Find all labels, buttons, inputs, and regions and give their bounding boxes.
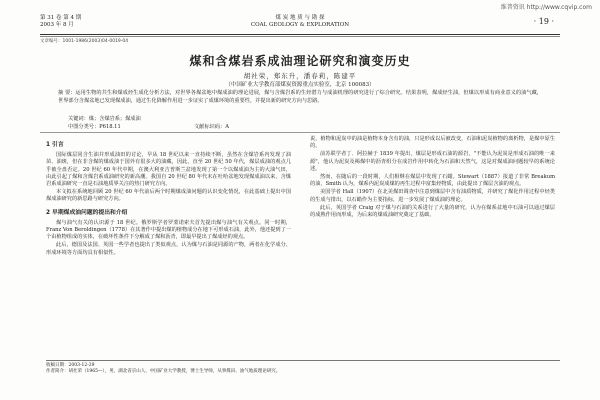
article-reference: 文章编号：1001-1986(2003)04-0019-04 (40, 39, 129, 44)
footnote (46, 360, 560, 375)
paragraph: 美国学者 Hall（1907）在北美煤田调查中注意到煤层中含有油质物质，并研究了煤化作用过程中烃类的生成与排出，以石蜡作为主要指标，进一步发展了煤成油的理论。 (310, 189, 555, 203)
paragraph: 国际煤层同含生油并形成油田的讨论，早从 18 世纪以来一直持续不断，虽然在含煤岩系内发现了油苗、油斑，但在非含煤的煤成油于国外有很多大的油藏，因此，直至 20 世纪 50 年代，煤层成油的观点几乎被全盘否定。20 世纪 60 年代中期，在澳大利亚吉普斯兰盆地发现了第一个以煤成油为主的大油气田，由此引起了煤和含煤岩系成油研究的新高潮。我国自 20 世纪 80 年代末在吐哈盆地发现煤成油以来，含煤岩系成油研究一直是石油地质界关注的热门研究方向。 (46, 152, 291, 188)
header-divider (40, 36, 560, 37)
author-bio: 作者简介：胡社荣（1965—），男，湖北省京山人，中国矿业大学教授，博士生导师，从事煤田、油气地质理论研究。 (46, 369, 281, 374)
running-header (40, 12, 560, 35)
document-code: 文献标识码：A (194, 124, 229, 130)
issue-date: 2003 年 8 月 (40, 22, 74, 28)
page-number: · 19 · (533, 17, 554, 26)
paragraph: 前苏联学者丁．阿拉赫于 1839 年提出，煤层是形成石油的源岩，"不能认为泥炭是形成石油的唯一来源"，他认为泥炭及褐煤中的沥青组分在成岩作用中转化为石油和天然气，这是对煤成油问题较早的系统论述。 (310, 151, 555, 172)
paragraph: 然而，在随后的一段时期，人们相继在煤层中发现了石蜡。Stewart（1887）报道了非常 Breakum 的油，Smith 认为，煤系内泥炭成煤的再生过程中富集烃物质，由此提出了煤层含油的观点。 (310, 174, 555, 188)
paragraph: 此后，英国学者 Craig 对于煤与石油的关系进行了大量的研究，认为在煤系盆地中石油可以通过煤层的成熟作用而形成，为后来的煤成油研究奠定了基础。 (310, 204, 555, 219)
section-heading-2: 2 早期煤成油问题的提出和介绍 (46, 209, 128, 216)
paragraph: 本文拟在系统地回顾 20 世纪 60 年代前后两个时期煤成油问题的认识变化情况，在此基础上提出中国煤成油研究的新思路与研究方向。 (46, 189, 291, 203)
left-column (46, 136, 291, 258)
abstract-divider (40, 132, 560, 133)
journal-name-cn: 煤 炭 地 质 与 勘 探 (275, 15, 325, 21)
clc-number: 中图分类号：P618.11 (68, 124, 121, 130)
classification-line (68, 123, 229, 130)
paragraph: 煤与油气有关的认识源于 18 世纪。俄罗斯学者罗蒙诺索夫首先提出煤与油气有关观点。同一时期，Franz Von Beroldingen（1778）在其著作中提出煤的植物成分在地下可形成石油，此外，他还提到了一个由植物组成的实体，在破坏性条件下分解成了煤和沥青，即最早提出了煤成烃的观点。 (46, 219, 291, 241)
keywords: 关键词：煤；含煤岩系；煤成油 (68, 116, 141, 122)
watermark: 维普资讯 http://www.cqvip.com (500, 4, 592, 11)
paper-title: 煤和含煤岩系成油理论研究和演变历史 (189, 54, 411, 68)
right-column (310, 136, 555, 220)
volume-issue: 第 31 卷 第 4 期 (40, 15, 82, 21)
section-heading-1: 1 引言 (46, 142, 64, 148)
journal-name (40, 15, 560, 29)
paragraph: 说，植物和泥炭中的油是植物本身含有的油，只是形成以后被改变，石油和泥炭植物的离析物，是煤中原生的。 (310, 136, 555, 150)
author-list: 胡社荣，郑东升，潘春莉，陈建平 (243, 72, 357, 80)
journal-name-en: COAL GEOLOGY & EXPLORATION (250, 22, 350, 28)
affiliation: （中国矿业大学教育部煤炭资源重点实验室，北京 100083） (225, 82, 375, 88)
abstract: 摘 要：运用生物的共生和煤成烃生成化分析方法，对世界各煤盆地中煤成油的理论进展，煤与含煤岩系的生烃潜力与成油机理的研究进行了综合研究。结果表明，煤成烃生油，但煤以形成有商业意义的油气藏，世界部分含煤盆地已发现煤成油，通过生化降解作用进一步证实了成煤环境的重要性，并提出新的研究方向与思路。 (58, 90, 542, 104)
paragraph: 此后，德国及法国、英国一些学者也提出了类似观点，认为煤与石油是同源的产物，两者在化学成分、形成环境等方面均具有相似性。 (46, 242, 291, 256)
received-date: 收稿日期：2003-12-29 (46, 363, 95, 368)
